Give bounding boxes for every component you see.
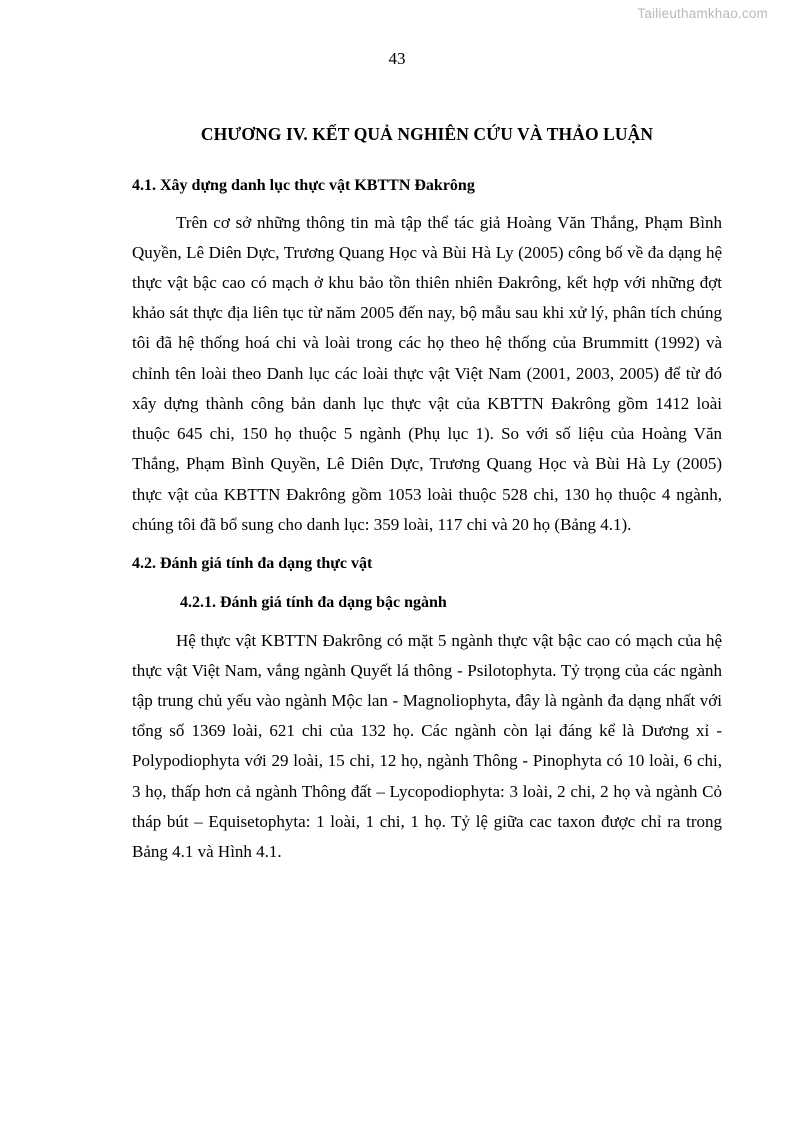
paragraph-spacer bbox=[132, 540, 722, 554]
chapter-title: CHƯƠNG IV. KẾT QUẢ NGHIÊN CỨU VÀ THẢO LUẬN bbox=[200, 124, 654, 144]
paragraph-4-1: Trên cơ sở những thông tin mà tập thể tác giả Hoàng Văn Thắng, Phạm Bình Quyền, Lê Diên Dực, Trương Quang Học và Bùi Hà Ly (2005) công bố về đa dạng hệ thực vật bậc cao có mạch ở khu bảo tồn thiên nhiên Đakrông, kết hợp với những đợt khảo sát thực địa liên tục từ năm 2005 đến nay, bộ mẫu sau khi xử lý, phân tích chúng tôi đã hệ thống hoá chi và loài trong các họ theo hệ thống của Brummitt (1992) và chỉnh tên loài theo Danh lục các loài thực vật Việt Nam (2001, 2003, 2005) để từ đó xây dựng thành công bản danh lục thực vật của KBTTN Đakrông gồm 1412 loài thuộc 645 chi, 150 họ thuộc 5 ngành (Phụ lục 1). So với số liệu của Hoàng Văn Thắng, Phạm Bình Quyền, Lê Diên Dực, Trương Quang Học và Bùi Hà Ly (2005) thực vật của KBTTN Đakrông gồm 1053 loài thuộc 528 chi, 130 họ thuộc 4 ngành, chúng tôi đã bổ sung cho danh lục: 359 loài, 117 chi và 20 họ (Bảng 4.1). bbox=[132, 212, 722, 534]
page-content bbox=[132, 124, 722, 867]
section-heading-4-2-1: 4.2.1. Đánh giá tính đa dạng bậc ngành bbox=[180, 593, 447, 611]
section-heading-4-1: 4.1. Xây dựng danh lục thực vật KBTTN Đakrông bbox=[132, 176, 475, 194]
section-heading-4-2: 4.2. Đánh giá tính đa dạng thực vật bbox=[132, 554, 373, 572]
watermark-text: Tailieuthamkhao.com bbox=[637, 6, 768, 21]
paragraph-4-2-1: Hệ thực vật KBTTN Đakrông có mặt 5 ngành thực vật bậc cao có mạch của hệ thực vật Việt Nam, vắng ngành Quyết lá thông - Psilotophyta. Tỷ trọng của các ngành tập trung chủ yếu vào ngành Mộc lan - Magnoliophyta, đây là ngành đa dạng nhất với tổng số 1369 loài, 621 chi của 132 họ. Các ngành còn lại đáng kể là Dương xỉ - Polypodiophyta với 29 loài, 15 chi, 12 họ, ngành Thông - Pinophyta có 10 loài, 6 chi, 3 họ, thấp hơn cả ngành Thông đất – Lycopodiophyta: 3 loài, 2 chi, 2 họ và ngành Cỏ tháp bút – Equisetophyta: 1 loài, 1 chi, 1 họ. Tỷ lệ giữa cac taxon được chỉ ra trong Bảng 4.1 và Hình 4.1. bbox=[132, 630, 722, 861]
heading-spacer bbox=[132, 618, 722, 626]
page-number: 43 bbox=[388, 49, 406, 68]
